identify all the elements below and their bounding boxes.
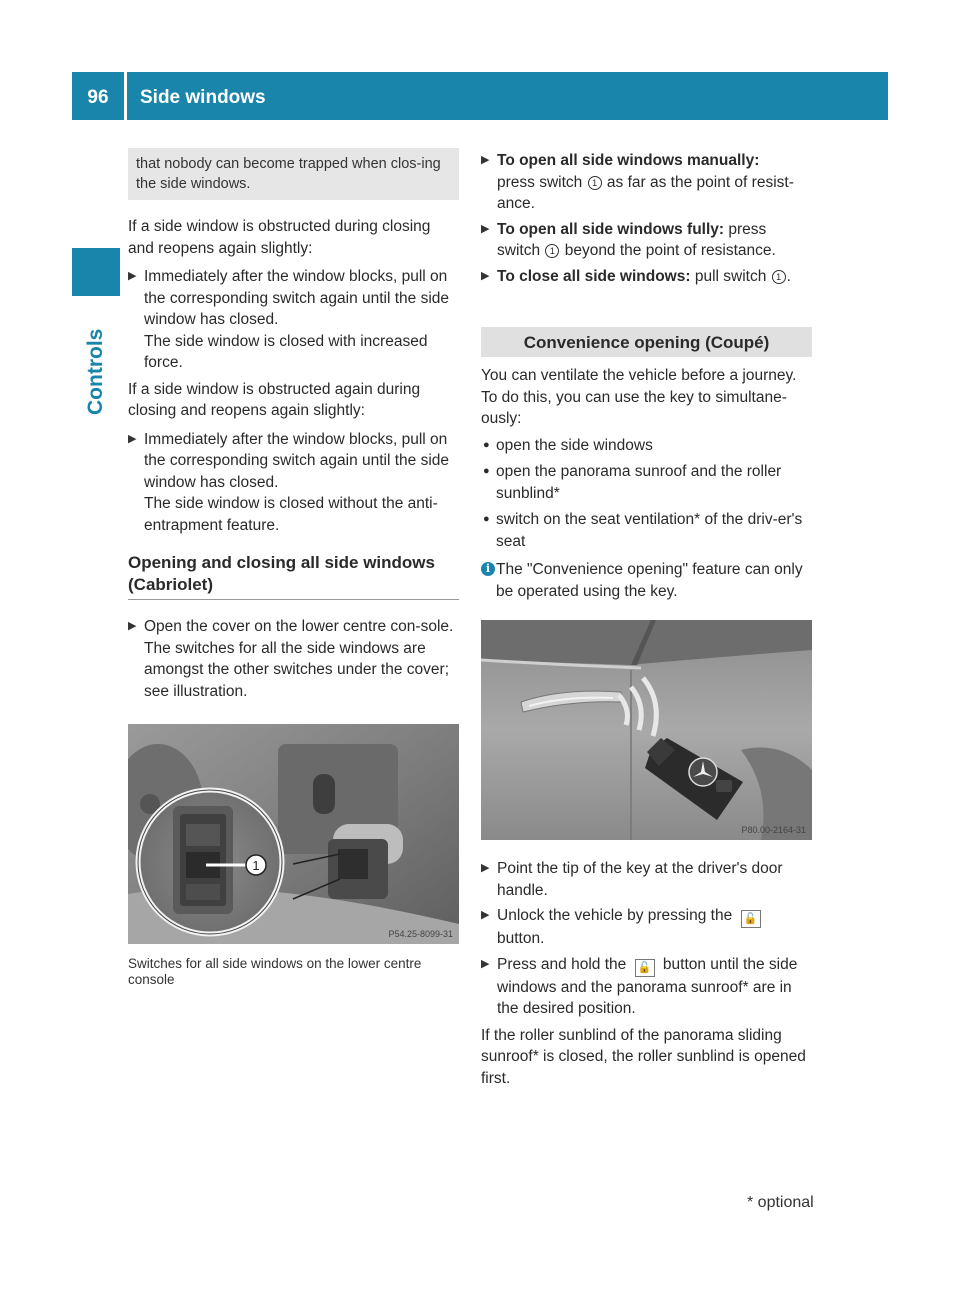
image-code: P54.25-8099-31	[388, 929, 453, 939]
step-text: press switch	[497, 173, 583, 191]
page-title: Side windows	[140, 87, 266, 108]
step-title: To open all side windows fully:	[497, 220, 725, 238]
left-column	[128, 148, 459, 988]
key-door-image	[481, 620, 812, 840]
step-text: Unlock the vehicle by pressing the	[497, 907, 733, 924]
step-text: as far as the point of resist-ance.	[497, 173, 794, 212]
bullet-icon: ●	[483, 513, 490, 525]
arrow-right-icon: ▶	[481, 154, 490, 166]
unlock-icon: 🔓	[741, 910, 761, 928]
step-item	[481, 266, 812, 288]
step-text: Open the cover on the lower centre con-sole.	[144, 618, 454, 635]
page-number: 96	[87, 87, 109, 108]
list-item: ● open the side windows	[481, 435, 812, 457]
step-text: Point the tip of the key at the driver's door handle.	[497, 860, 783, 899]
unlock-icon: 🔓	[635, 959, 655, 977]
bullet-icon: ●	[483, 438, 490, 451]
note-box: that nobody can become trapped when clos-ing the side windows.	[128, 148, 459, 200]
step-text: button until the side windows and the panorama sunroof* are in the desired position.	[497, 955, 798, 1017]
arrow-right-icon: ▶	[481, 957, 490, 970]
paragraph: You can ventilate the vehicle before a journey. To do this, you can use the key to simultane-ously:	[481, 367, 797, 427]
image-caption: Switches for all side windows on the lower centre console	[128, 956, 422, 987]
section-heading-box: Convenience opening (Coupé)	[481, 327, 812, 357]
step-item	[128, 429, 459, 537]
step-text: beyond the point of resistance.	[564, 242, 776, 259]
step-text: pull switch	[694, 267, 767, 285]
section-tab	[72, 248, 120, 296]
circled-number-icon: 1	[772, 270, 786, 284]
header-divider	[124, 72, 127, 120]
step-text: Immediately after the window blocks, pull on the corresponding switch again until the side window has closed.	[144, 430, 450, 491]
step-item	[481, 954, 812, 1020]
arrow-right-icon: ▶	[481, 909, 490, 921]
step-text: The side window is closed without the anti-entrapment feature.	[144, 495, 438, 534]
paragraph: If the roller sunblind of the panorama sliding sunroof* is closed, the roller sunblind is opened first.	[481, 1026, 806, 1087]
step-title: To open all side windows manually:	[497, 152, 760, 169]
right-column	[481, 150, 812, 1089]
step-text: Press and hold the	[497, 955, 627, 973]
step-item	[481, 905, 812, 950]
arrow-right-icon: ▶	[481, 862, 490, 874]
callout-label: 1	[252, 858, 260, 873]
arrow-right-icon: ▶	[128, 432, 137, 445]
arrow-right-icon: ▶	[481, 222, 490, 235]
step-item	[481, 219, 812, 262]
list-item: ● open the panorama sunroof and the roller sunblind*	[483, 463, 782, 502]
step-text: press switch	[497, 220, 767, 259]
step-title: To close all side windows:	[497, 267, 691, 285]
arrow-right-icon: ▶	[481, 269, 490, 282]
step-item	[128, 616, 459, 702]
step-item	[481, 858, 812, 901]
bullet-icon: ●	[483, 465, 490, 477]
list-item: ● switch on the seat ventilation* of the driv-er's seat	[483, 511, 803, 550]
key-door-illustration	[481, 620, 812, 840]
section-heading: Opening and closing all side windows (Cabriolet)	[128, 552, 459, 600]
info-icon: i	[481, 562, 495, 576]
console-illustration	[128, 724, 459, 944]
step-item	[128, 266, 459, 374]
step-text: .	[786, 267, 791, 285]
image-code: P80.00-2164-31	[741, 825, 806, 835]
optional-footnote: * optional	[747, 1194, 814, 1211]
step-text: button.	[497, 930, 545, 947]
step-text: Immediately after the window blocks, pull on the corresponding switch again until the side window has closed.	[144, 268, 450, 328]
section-label: Controls	[84, 328, 107, 415]
step-text: The side window is closed with increased force.	[144, 332, 428, 371]
step-item	[481, 150, 812, 215]
circled-number-icon: 1	[588, 176, 602, 190]
step-text: The switches for all the side windows are amongst the other switches under the cover; see illustration.	[144, 639, 449, 700]
info-text: The "Convenience opening" feature can only be operated using the key.	[496, 561, 803, 600]
info-note	[481, 559, 812, 602]
arrow-right-icon: ▶	[128, 270, 137, 282]
paragraph: If a side window is obstructed again during closing and reopens again slightly:	[128, 380, 421, 419]
circled-number-icon: 1	[545, 244, 559, 258]
console-switches-image	[128, 724, 459, 944]
paragraph: If a side window is obstructed during closing and reopens again slightly:	[128, 218, 431, 257]
arrow-right-icon: ▶	[128, 620, 137, 632]
